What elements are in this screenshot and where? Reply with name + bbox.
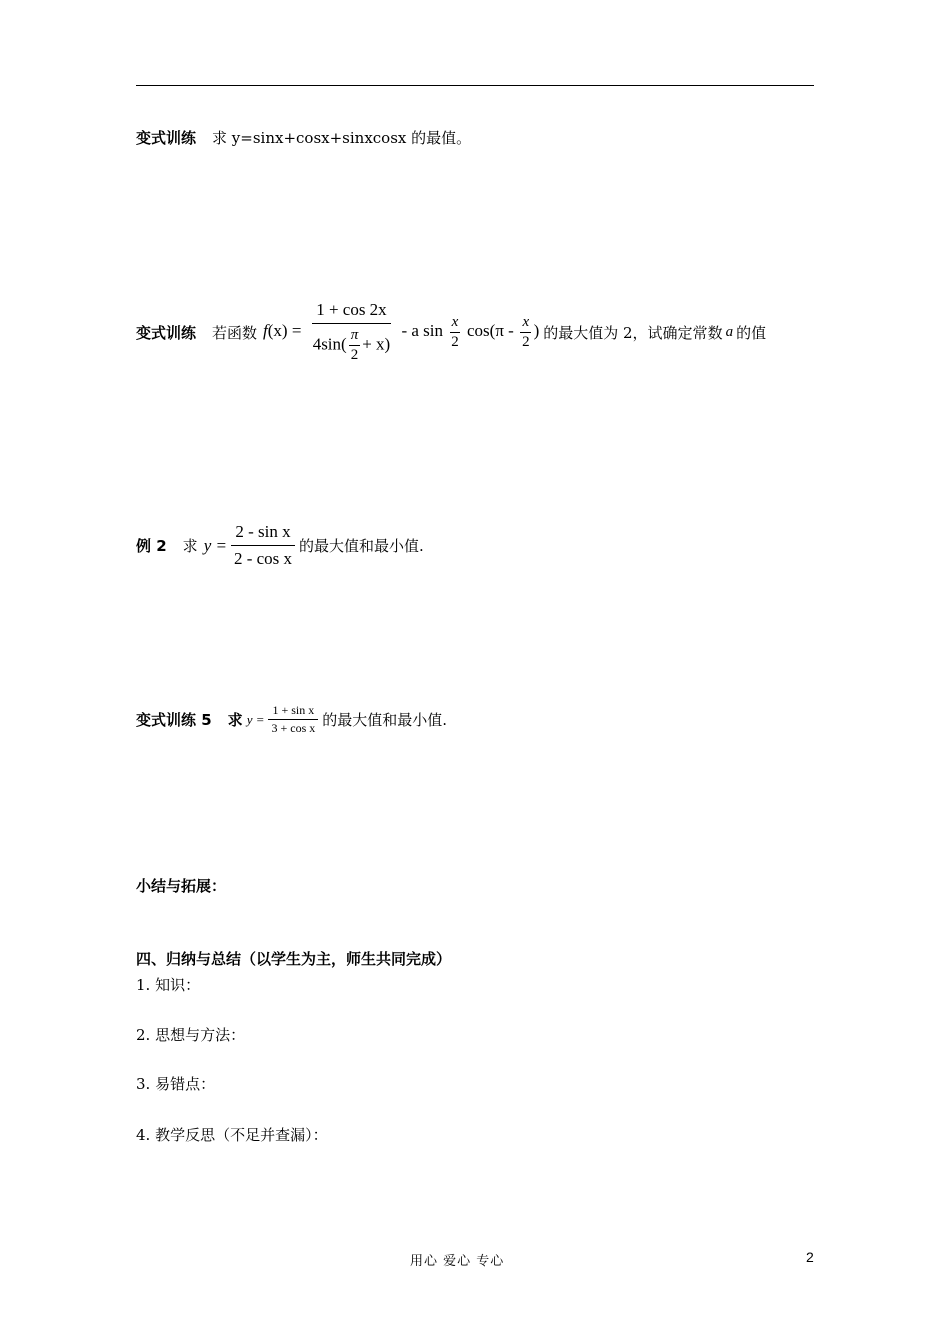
exercise-label: 变式训练 5: [136, 711, 212, 729]
x-over-two: [520, 314, 532, 351]
header-rule: [136, 85, 814, 86]
den-part: 4sin(: [312, 334, 347, 354]
example-label: 例 2: [136, 537, 167, 555]
qiu: 求: [227, 711, 243, 729]
intro-text: 若函数: [212, 323, 258, 342]
den-part: + x): [362, 334, 391, 354]
qiu: 求: [182, 537, 198, 555]
item-methods: 2. 思想与方法：: [136, 1026, 246, 1044]
main-numerator: 1 + cos 2x: [312, 300, 391, 324]
exercise-1: [136, 127, 471, 148]
exercise-2: [136, 300, 766, 364]
two: 2: [451, 333, 459, 350]
x: x: [450, 314, 461, 333]
exercise-label: 变式训练: [136, 323, 197, 342]
numerator: 1 + sin x: [268, 703, 318, 720]
fraction: [267, 703, 319, 736]
section4-title: 四、归纳与总结（以学生为主，师生共同完成）: [136, 950, 452, 968]
item-reflection: 4. 教学反思（不足并查漏）：: [136, 1126, 328, 1144]
exercise-label: 变式训练: [136, 129, 197, 147]
close-paren: ): [533, 320, 540, 340]
tail-text: 的最大值和最小值.: [299, 537, 424, 555]
fx: (x) =: [267, 320, 302, 340]
exercise-5: [136, 703, 447, 736]
cos-part: cos(π -: [467, 320, 514, 340]
pi-over-two: [349, 327, 361, 364]
item-knowledge: 1. 知识：: [136, 976, 201, 994]
f-symbol: f: [263, 320, 268, 340]
minus-a-sin: - a sin: [401, 320, 443, 340]
summary-title: 小结与拓展：: [136, 877, 227, 895]
tail-text: 的最大值为 2，试确定常数: [543, 323, 723, 342]
two: 2: [350, 347, 359, 363]
footer-motto: 用心 爱心 专心: [410, 1254, 505, 1269]
numerator: 2 - sin x: [231, 522, 294, 546]
tail-text-2: 的值: [736, 323, 767, 342]
page-number: 2: [806, 1249, 814, 1265]
y-equals: y =: [203, 535, 227, 555]
formula: [263, 300, 539, 364]
exercise-text: 求 y=sinx+cosx+sinxcosx 的最值。: [212, 129, 472, 147]
denominator: 2 - cos x: [233, 549, 293, 568]
fraction: [230, 522, 296, 569]
example-2: [136, 522, 424, 569]
item-mistakes: 3. 易错点：: [136, 1075, 216, 1093]
two: 2: [522, 333, 530, 350]
main-fraction: [309, 300, 395, 364]
x-over-two: [449, 314, 461, 351]
y-equals: y =: [246, 711, 265, 727]
x: x: [520, 314, 531, 333]
tail-text: 的最大值和最小值.: [322, 711, 448, 729]
denominator: 3 + cos x: [271, 721, 316, 735]
main-denominator: [309, 324, 395, 364]
a-symbol: a: [725, 323, 734, 340]
pi: π: [349, 327, 361, 346]
